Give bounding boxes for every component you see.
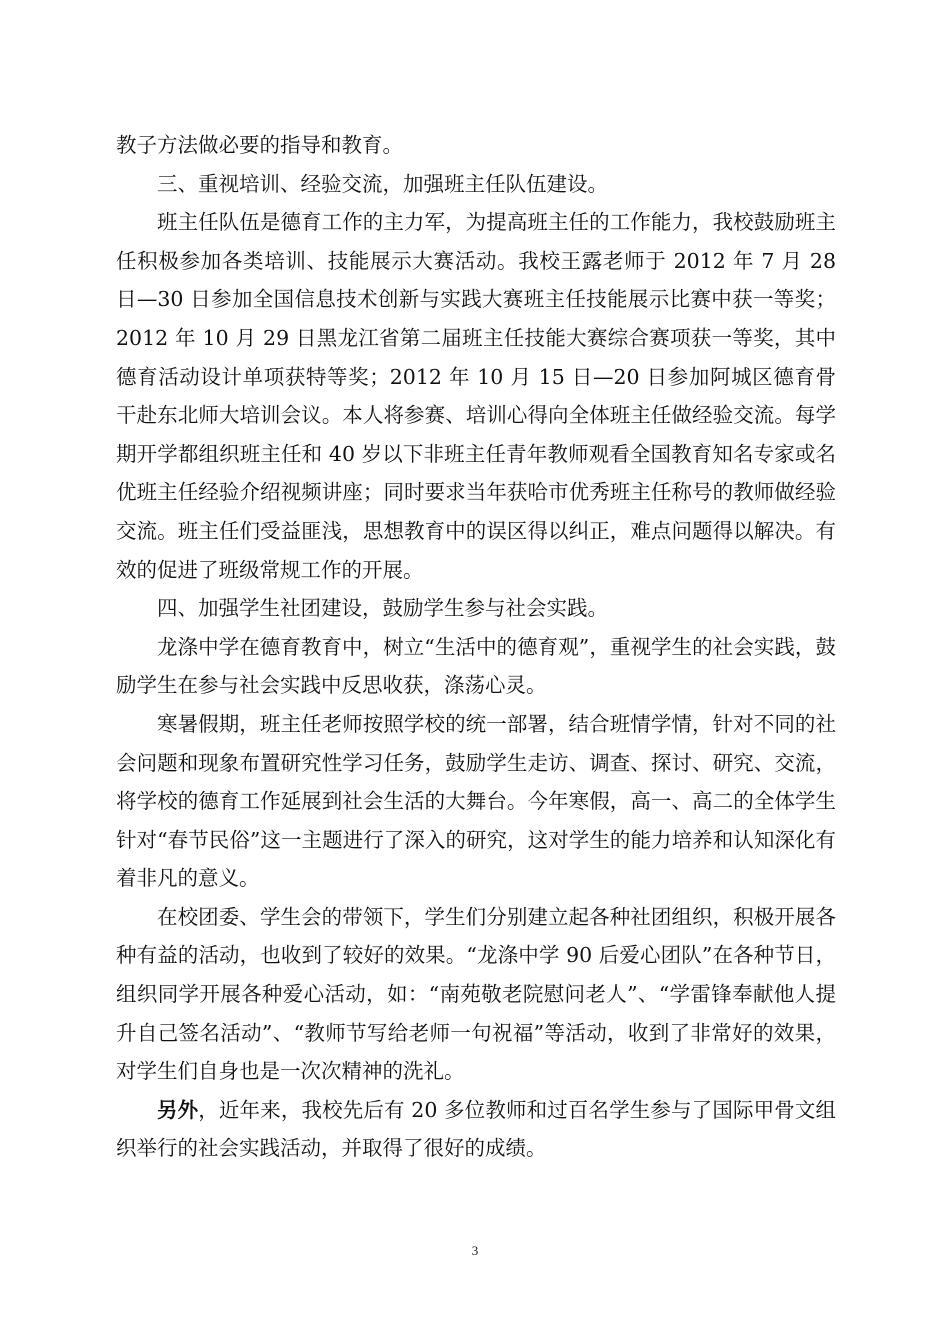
paragraph-club-activities: 在校团委、学生会的带领下，学生们分别建立起各种社团组织，积极开展各种有益的活动，也收到了较好的效果。“龙涤中学 90 后爱心团队”在各种节日，组织同学开展各种爱心活动，如：“南苑敬老院慰问老人”、“学雷锋奉献他人提升自己签名活动”、“教师节写给老师一句祝福”等活动，收到了非常好的效果，对学生们自身也是一次次精神的洗礼。	[116, 904, 836, 1084]
page-number: 3	[471, 1243, 479, 1258]
paragraph-continuation: 教子方法做必要的指导和教育。	[116, 133, 403, 157]
paragraph-vacation-research: 寒暑假期，班主任老师按照学校的统一部署，结合班情学情，针对不同的社会问题和现象布置研究性学习任务，鼓励学生走访、调查、探讨、研究、交流，将学校的德育工作延展到社会生活的大舞台。今年寒假，高一、高二的全体学生针对“春节民俗”这一主题进行了深入的研究，这对学生的能力培养和认知深化有着非凡的意义。	[116, 711, 836, 891]
bold-lead-text: 另外	[157, 1097, 199, 1122]
document-body	[116, 126, 836, 1168]
paragraph-teacher-training: 班主任队伍是德育工作的主力军，为提高班主任的工作能力，我校鼓励班主任积极参加各类培训、技能展示大赛活动。我校王露老师于 2012 年 7 月 28 日—30 日参加全国信息技术创新与实践大赛班主任技能展示比赛中获一等奖；2012 年 10 月 29 日黑龙江省第二届班主任技能大赛综合赛项获一等奖，其中德育活动设计单项获特等奖；2012 年 10 月 15 日—20 日参加阿城区德育骨干赴东北师大培训会议。本人将参赛、培训心得向全体班主任做经验交流。每学期开学都组织班主任和 40 岁以下非班主任青年教师观看全国教育知名专家或名优班主任经验介绍视频讲座；同时要求当年获哈市优秀班主任称号的教师做经验交流。班主任们受益匪浅，思想教育中的误区得以纠正，难点问题得以解决。有效的促进了班级常规工作的开展。	[116, 210, 836, 582]
paragraph-moral-education: 龙涤中学在德育教育中，树立“生活中的德育观”，重视学生的社会实践，鼓励学生在参与社会实践中反思收获，涤荡心灵。	[116, 634, 836, 698]
section-heading-training: 三、重视培训、经验交流，加强班主任队伍建设。	[157, 171, 608, 196]
section-heading-student-clubs: 四、加强学生社团建设，鼓励学生参与社会实践。	[157, 596, 608, 621]
paragraph-additional	[116, 1091, 836, 1168]
paragraph-additional-text: ，近年来，我校先后有 20 多位教师和过百名学生参与了国际甲骨文组织举行的社会实践活动，并取得了很好的成绩。	[116, 1097, 836, 1161]
